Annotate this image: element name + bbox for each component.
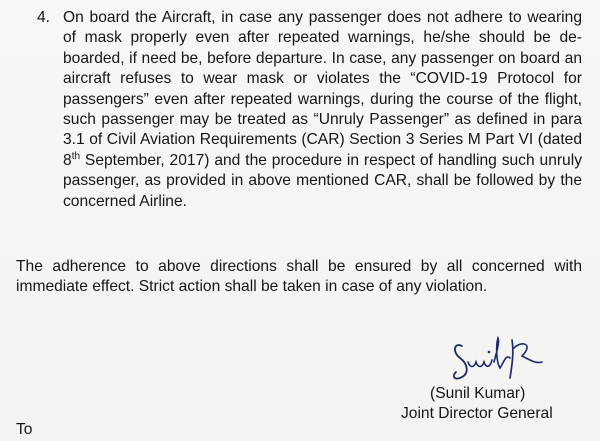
handwritten-signature: [448, 332, 548, 388]
adherence-paragraph: The adherence to above directions shall be ensured by all concerned with immediate effect. Strict action shall be taken in case of any violation.: [16, 258, 582, 296]
signatory-title: Joint Director General: [401, 405, 553, 422]
signatory-name: (Sunil Kumar): [430, 385, 526, 402]
paragraph-4: [63, 8, 582, 212]
addressee-label: To: [16, 421, 33, 438]
ordinal-superscript: th: [71, 150, 81, 162]
paragraph-4-text-end: September, 2017) and the procedure in respect of handling such unruly passenger, as provided in above mentioned CAR, shall be followed by the concerned Airline.: [63, 151, 582, 210]
paragraph-4-text-start: On board the Aircraft, in case any passenger does not adhere to wearing of mask properly even after repeated warnings, he/she should be de-boarded, if need be, before departure. In case, any passenger on board an aircraft refuses to wear mask or violates the “COVID-19 Protocol for passengers” even after repeated warnings, during the course of the flight, such passenger may be treated as “Unruly Passenger” as defined in para 3.1 of Civil Aviation Requirements (CAR) Section 3 Series M Part VI (dated 8: [63, 9, 582, 169]
paragraph-number: 4.: [37, 9, 51, 26]
